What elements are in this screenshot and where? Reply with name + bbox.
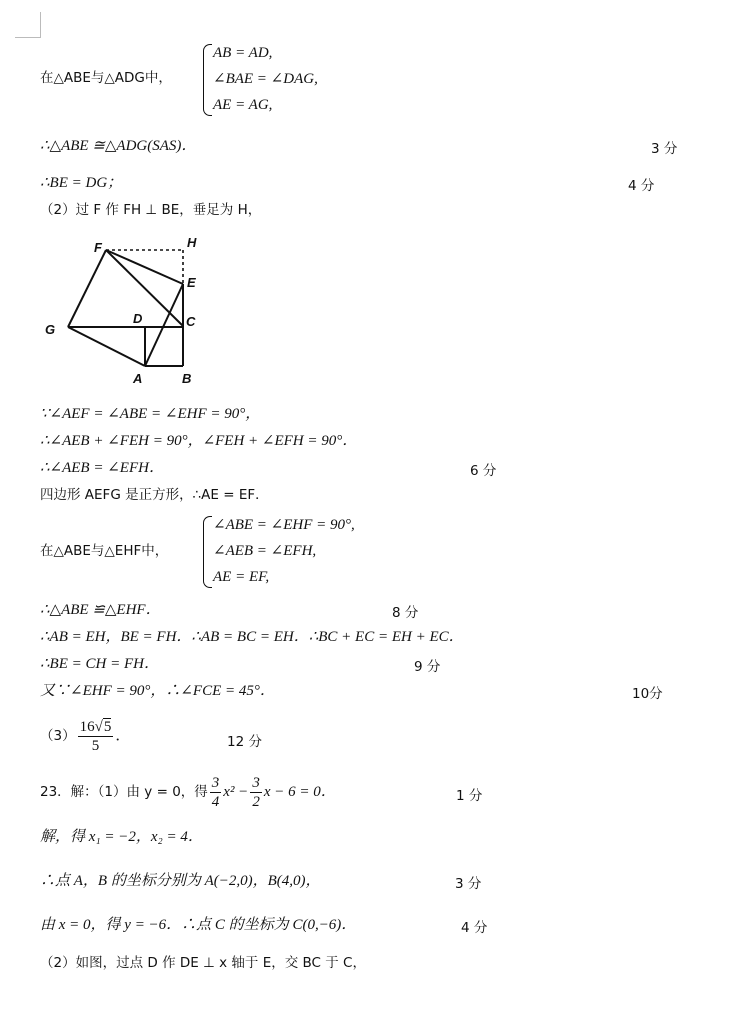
- segment-FC: [106, 250, 183, 326]
- q23-frac-2-num: 3: [252, 774, 260, 791]
- s2-line-1: ∵∠AEF = ∠ABE = ∠EHF = 90°，: [40, 406, 261, 422]
- q23-frac-1-den: 4: [211, 793, 220, 810]
- s2-score-8: 8 分: [392, 605, 419, 621]
- s1-congruence: ∴△ABE ≅△ADG(SAS)．: [40, 138, 197, 154]
- s2-eq-3: AE = EF,: [213, 569, 270, 585]
- s1-be-dg: ∴BE = DG；: [40, 175, 123, 191]
- s2-system-brace: [203, 516, 212, 588]
- q23-frac-1: [210, 774, 222, 811]
- s2-angle-fce: 又∵∠EHF = 90°，∴∠FCE = 45°．: [40, 683, 275, 699]
- s1-eq-2: ∠BAE = ∠DAG,: [213, 71, 318, 87]
- label-A: A: [133, 371, 143, 386]
- q23-solution: 解，得 x₁ = −2，x₂ = 4．: [40, 829, 203, 845]
- label-H: H: [187, 235, 197, 250]
- s2-congruence: ∴△ABE ≌△EHF．: [40, 602, 161, 618]
- page-corner-mark: [15, 12, 41, 38]
- q23-points-ab: ∴点 A，B 的坐标分别为 A(−2,0)，B(4,0)，: [40, 873, 321, 889]
- q23-frac-2-den: 2: [252, 793, 260, 810]
- label-E: E: [187, 275, 196, 290]
- s1-eq-1: AB = AD,: [213, 45, 273, 61]
- s1-intro: 在△ABE与△ADG中，: [40, 70, 172, 86]
- s1-system-brace: [203, 44, 212, 116]
- segment-FG: [68, 250, 106, 327]
- p3-answer: [40, 716, 130, 756]
- p3-label: （3）: [40, 728, 76, 744]
- s2-score-6: 6 分: [470, 463, 497, 479]
- q23-score-4: 4 分: [461, 920, 488, 936]
- label-D: D: [133, 311, 143, 326]
- q23-mid: x² −: [223, 784, 249, 800]
- p3-denominator: 5: [91, 737, 100, 754]
- s2-line-4: 四边形 AEFG 是正方形，∴AE = EF．: [40, 487, 269, 503]
- q23-point-c: 由 x = 0，得 y = −6．∴点 C 的坐标为 C(0,−6)．: [40, 917, 357, 933]
- s1-eq-3: AE = AG,: [213, 97, 273, 113]
- q23-frac-1-num: 3: [211, 774, 220, 791]
- s2-score-10: 10分: [632, 686, 663, 702]
- s2-be-ch-fh: ∴BE = CH = FH．: [40, 656, 159, 672]
- q23-part2: （2）如图，过点 D 作 DE ⊥ x 轴于 E，交 BC 于 C，: [40, 955, 366, 971]
- s2-ab-eh: ∴AB = EH，BE = FH．∴AB = BC = EH．∴BC + EC = EH + EC．: [40, 629, 464, 645]
- s2-eq-1: ∠ABE = ∠EHF = 90°,: [213, 517, 355, 533]
- geometry-figure: [40, 230, 220, 390]
- segment-FE: [106, 250, 183, 284]
- s2-score-9: 9 分: [414, 659, 441, 675]
- s2-line-3: ∴∠AEB = ∠EFH．: [40, 460, 164, 476]
- q23-tail: x − 6 = 0．: [263, 784, 336, 800]
- label-F: F: [94, 240, 102, 255]
- label-B: B: [182, 371, 192, 386]
- p3-fraction: $\frac{16√5}{5}$: [79, 718, 112, 754]
- label-C: C: [186, 314, 196, 329]
- s2-line-2: ∴∠AEB + ∠FEH = 90°，∠FEH + ∠EFH = 90°．: [40, 433, 358, 449]
- s1-score-3: 3 分: [651, 141, 678, 157]
- q23-head: 23．解：（1）由 y = 0，得: [40, 784, 208, 800]
- p3-numerator: 16: [79, 718, 95, 735]
- q23-frac-2: [250, 774, 262, 811]
- q23-part1: [40, 770, 336, 814]
- s2-system: [213, 512, 355, 590]
- label-G: G: [45, 322, 56, 337]
- segment-GA: [68, 327, 145, 366]
- q23-score-3: 3 分: [455, 876, 482, 892]
- p2-intro: （2）过 F 作 FH ⊥ BE，垂足为 H，: [40, 202, 262, 218]
- p3-tail: ．: [115, 728, 131, 744]
- q23-score-1: 1 分: [456, 788, 483, 804]
- p3-score-12: 12 分: [227, 734, 262, 750]
- s2-intro: 在△ABE与△EHF中，: [40, 543, 169, 559]
- segment-AE: [145, 284, 183, 366]
- s1-score-4: 4 分: [628, 178, 655, 194]
- p3-radicand: 5: [103, 718, 112, 735]
- s2-eq-2: ∠AEB = ∠EFH,: [213, 543, 317, 559]
- s1-system: [213, 40, 318, 118]
